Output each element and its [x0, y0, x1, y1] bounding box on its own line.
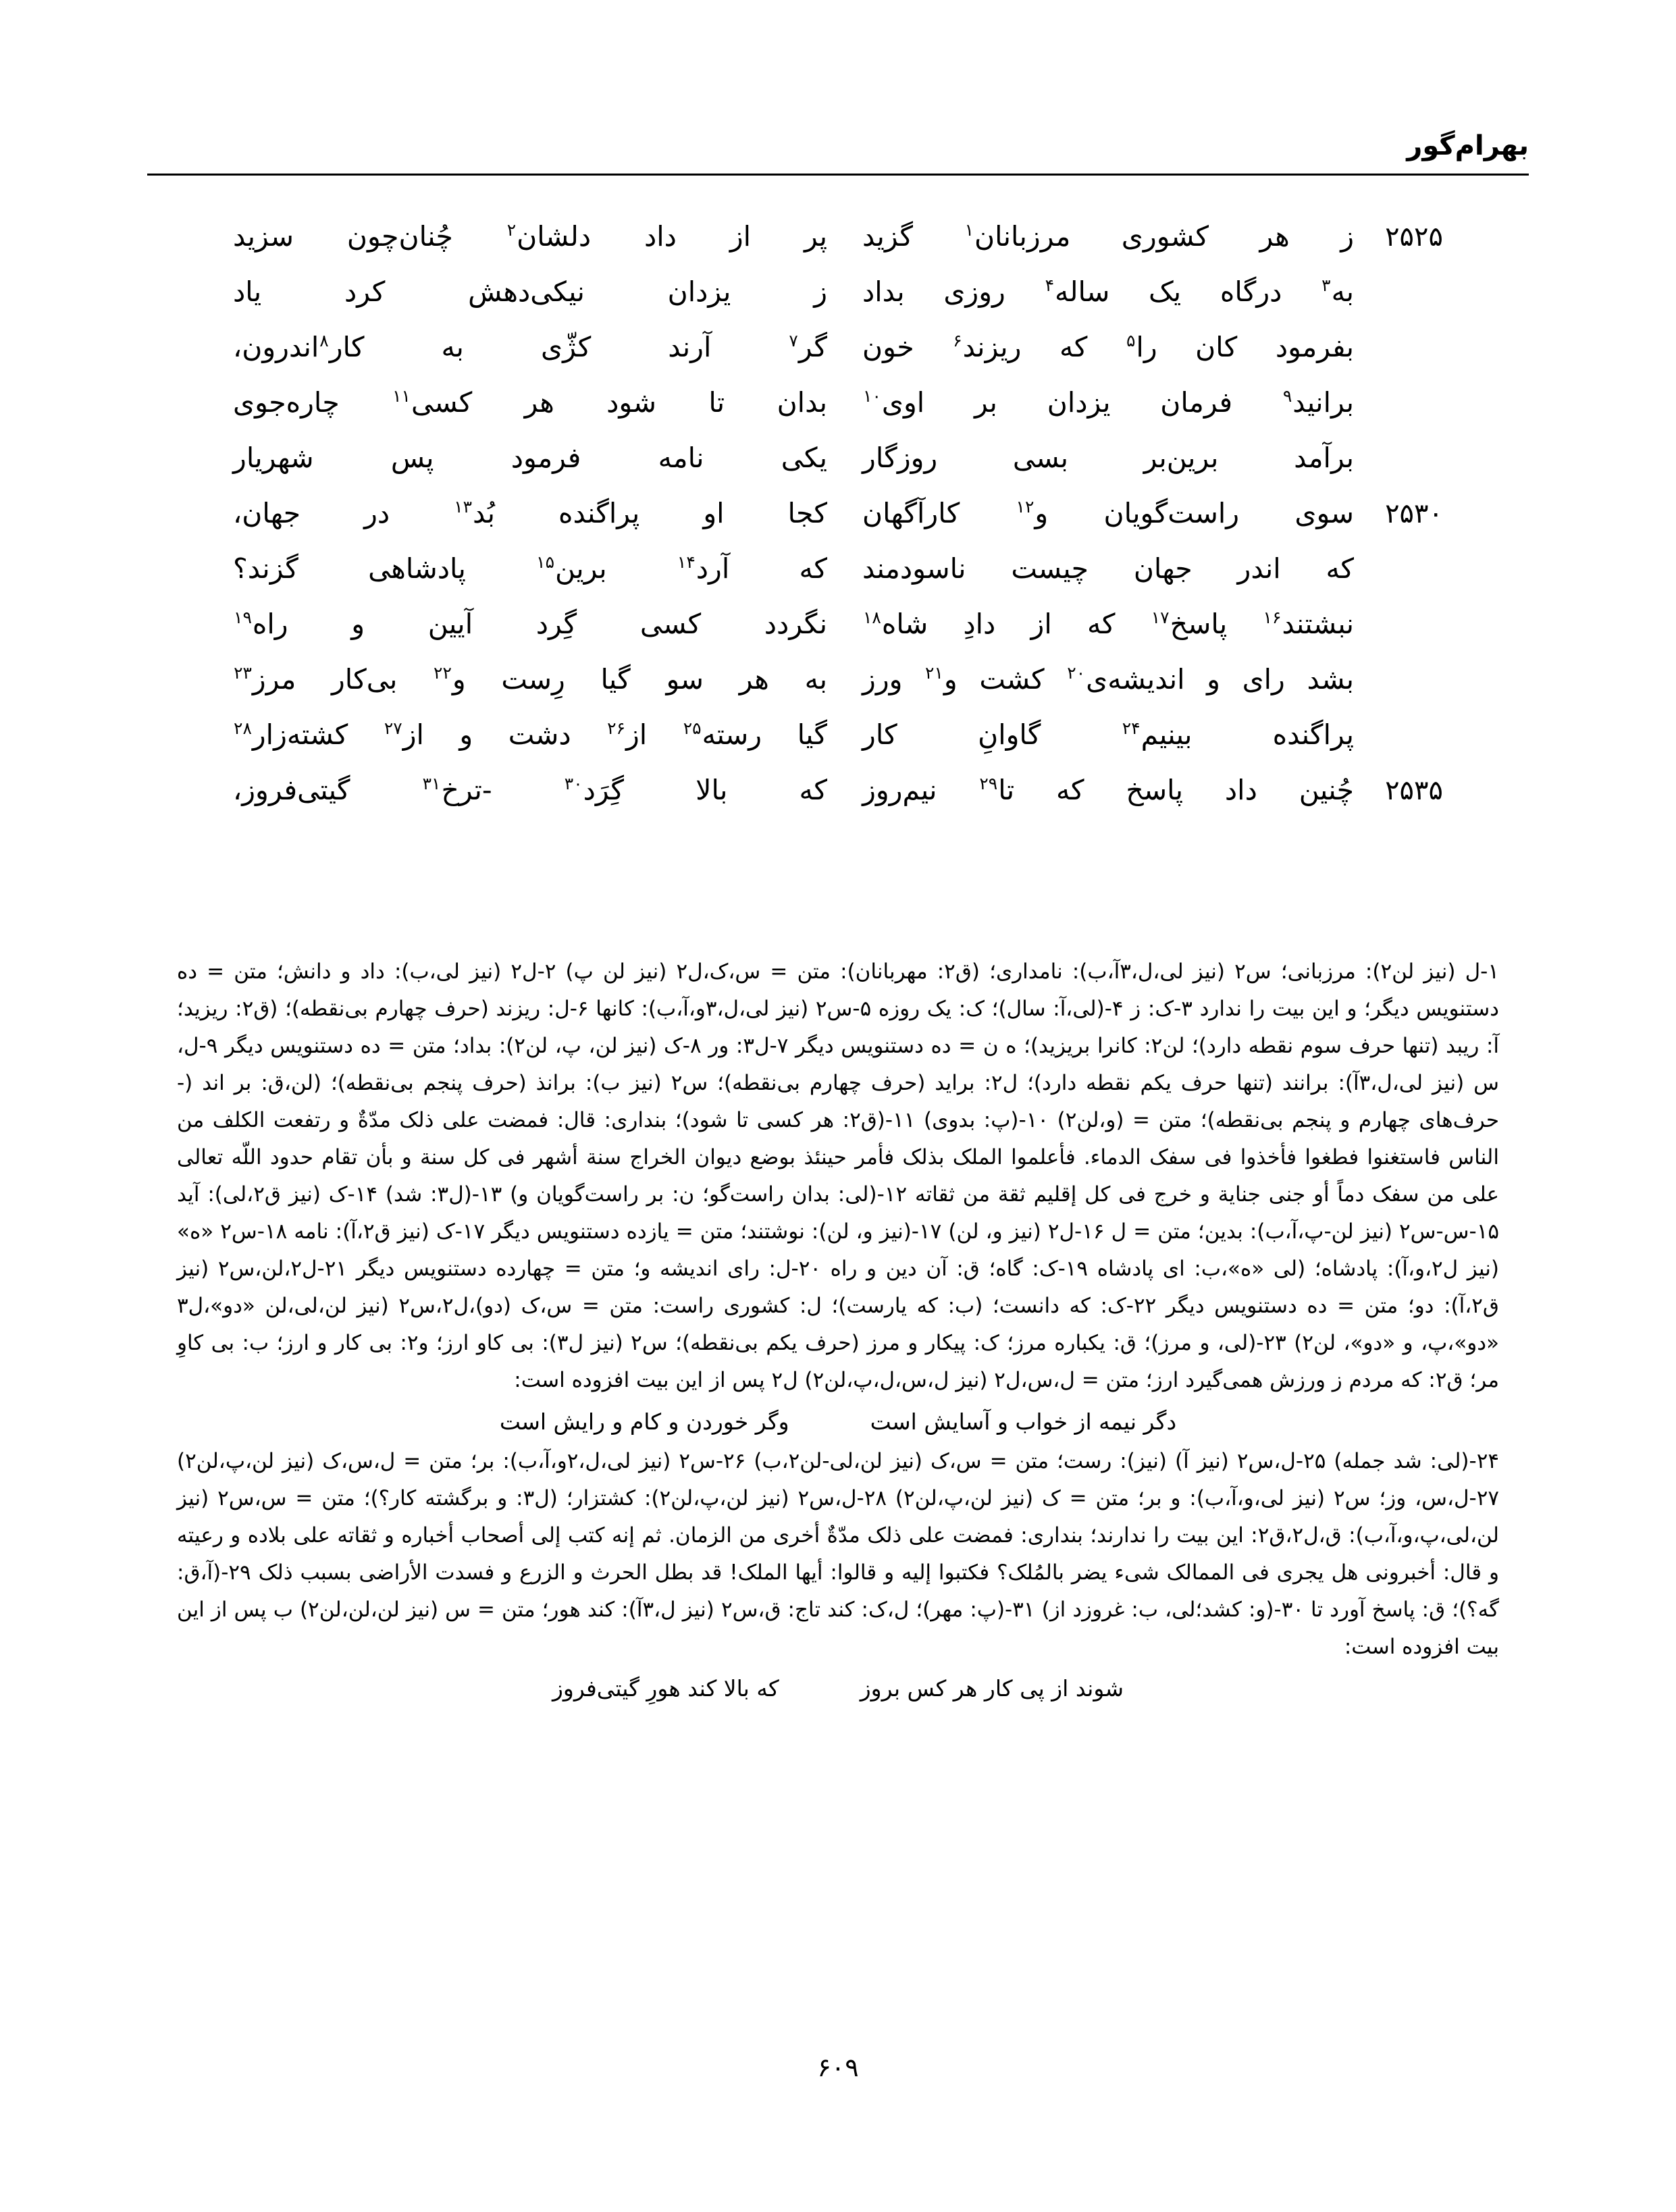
- verse-line: [233, 552, 1443, 610]
- verse-line: [233, 776, 1443, 832]
- verse-hemistich-right: [862, 776, 1443, 804]
- verse-line-number: ۲۵۳۰: [1385, 498, 1443, 529]
- verse-hemistich-right: [862, 663, 1443, 695]
- verse-hemistich-right: [862, 718, 1443, 751]
- verse-hemistich-left: گر$^۷$ آرند کژّی به کار$^۸$اندرون،: [233, 331, 827, 363]
- apparatus-paragraph-1: ۱-ل (نیز لن۲): مرزبانی؛ س۲ (نیز لی،ل،۳آ،ب): نامداری؛ (ق۲: مهربانان): متن = س،ک،ل۲ (نیز لن پ) ۲-ل۲ (نیز لی،ب): داد و دانش؛ متن = ده دستنویس دیگر؛ و این بیت را ندارد ۳-ک: ز ۴-(لی،آ: سال)؛ ک: یک روزه ۵-س۲ (نیز لی،ل،۳و،آ،ب): کانها ۶-ل: ریزند (حرف چهارم بی‌نقطه)؛ (ق۲: ریزید؛ آ: ریبد (تنها حرف سوم نقطه دارد)؛ لن۲: کانرا بریزید)؛ ه ن = ده دستنویس دیگر ۷-ل۳: ور ۸-ک (نیز لن، پ، لن۲): بداد؛ متن = ده دستنویس دیگر ۹-ل، س (نیز لی،ل،۳آ): برانند (تنها حرف یکم نقطه دارد)؛ ل۲: براید (حرف چهارم بی‌نقطه)؛ س۲ (نیز ب): برانذ (حرف پنجم بی‌نقطه)؛ (لن،ق: بر اند (-حرف‌های چهارم و پنجم بی‌نقطه)؛ متن = (و،لن۲) ۱۰-(پ: بدوی) ۱۱-(ق۲: هر کسی تا شود)؛ بنداری: قال: فمضت علی ذلک مدّةٌ و رتفعت الکلف من الناس فاستغنوا فطغوا فأخذوا فی سفک الدماء. فأعلموا الملک بذلک فأمر حینئذ بوضع دیوان الخراج سنة أشهر فی کل سنة و بأن تقام حدود اللّه تعالی علی من سفک دماً أو جنی جنایة و خرج فی کل إقلیم ثقة من ثقاته ۱۲-(لی: بدان راست‌گو؛ ن: بر راست‌گویان و) ۱۳-(ل۳: شد) ۱۴-ک (نیز ق۲،لی): آید ۱۵-س-س۲ (نیز لن-پ،آ،ب): بدین؛ متن = ل ۱۶-ل۲ (نیز و، لن) ۱۷-(نیز و، لن): نوشتند؛ متن = یازده دستنویس دیگر ۱۷-ک (نیز ق۲،آ): نامه ۱۸-س۲ «ه» (نیز ل۲،و،آ): پادشاه؛ (لی «ه»،ب: ای پادشاه ۱۹-ک: گاه؛ ق: آن دین و راه ۲۰-ل: رای اندیشه و؛ متن = چهارده دستنویس دیگر ۲۱-ل۲،لن،س۲ (نیز ق۲،آ): دو؛ متن = ده دستنویس دیگر ۲۲-ک: که دانست؛ (ب: که یارست)؛ ل: کشوری راست: متن = س،ک (دو)،ل۲،س۲ (نیز لن،لی،لن «دو»،ل۳ «دو»،پ، و «دو»، لن۲) ۲۳-(لی، و مرز)؛ ق: یکباره مرز؛ ک: پیکار و مرز (حرف یکم بی‌نقطه)؛ س۲ (نیز ل۳): بی کاو ارز؛ و۲: بی کار و ارز؛ ب: بی کاوِ مر؛ ق۲: که مردم ز ورزش همی‌گیرد ارز؛ متن = ل،س،ل۲ (نیز ل،س،ل،پ،لن۲) ل۲ پس از این بیت افزوده است:: [177, 959, 1500, 1392]
- verse-hemistich-right-text: چُنین داد پاسخ که تا$^{۲۹}$ نیم‌روز: [862, 774, 1354, 806]
- apparatus-inline-verse-1: [177, 1399, 1499, 1443]
- verse-hemistich-right-text: پراگنده بینیم$^{۲۴}$ گاوانِ کار: [862, 718, 1354, 751]
- verse-hemistich-left: بدان تا شود هر کسی$^{۱۱}$ چاره‌جوی: [233, 386, 827, 419]
- verse-line: [233, 663, 1443, 721]
- apparatus-verse-hemistich-right: شوند از پی کار هر کس بروز: [860, 1675, 1124, 1702]
- verse-line: [233, 386, 1443, 444]
- verse-hemistich-right-text: بشد رای و اندیشه‌ی$^{۲۰}$ کشت و$^{۲۱}$ ورز: [862, 663, 1354, 695]
- verse-hemistich-right: [862, 610, 1443, 638]
- apparatus-verse-hemistich-left: وگر خوردن و کام و رایش است: [499, 1408, 789, 1435]
- verse-line: [233, 497, 1443, 555]
- verse-line: [233, 331, 1443, 389]
- verse-hemistich-right: [862, 275, 1443, 308]
- verse-hemistich-right: [862, 552, 1443, 585]
- verse-line: [233, 275, 1443, 334]
- verse-hemistich-left: پر از داد دلشان$^۲$ چُنان‌چون سزید: [233, 220, 827, 253]
- verse-line: [233, 610, 1443, 666]
- verse-hemistich-right: [862, 444, 1443, 472]
- verse-hemistich-left: ز یزدان نیکی‌دهش کرد یاد: [233, 275, 827, 308]
- critical-apparatus: [177, 953, 1499, 1710]
- verse-line: [233, 220, 1443, 278]
- verse-hemistich-left: کجا او پراگنده بُد$^{۱۳}$ در جهان،: [233, 497, 827, 529]
- verse-hemistich-right-text: ز هر کشوری مرزبانان$^۱$ گزید: [862, 220, 1354, 253]
- apparatus-verse-hemistich-right: دگر نیمه از خواب و آسایش است: [870, 1408, 1177, 1435]
- verse-hemistich-right: [862, 331, 1443, 363]
- verse-hemistich-right: [862, 220, 1443, 253]
- verse-hemistich-right-text: سوی راست‌گویان و$^{۱۲}$ کارآگهان: [862, 497, 1354, 529]
- apparatus-paragraph-2: ۲۴-(لی: شد جمله) ۲۵-ل،س۲ (نیز آ) (نیز): رست؛ متن = س،ک (نیز لن،لی-لن۲،ب) ۲۶-س۲ (نیز لی،ل،۲و،آ،ب): بر؛ متن = ل،س،ک (نیز لن،پ،لن۲) ۲۷-ل،س، وز؛ س۲ (نیز لی،و،آ،ب): و بر؛ متن = ک (نیز لن،پ،لن۲) ۲۸-ل،س۲ (نیز لن،پ،لن۲): کشتزار؛ (ل۳: و برگشته کار؟)؛ متن = س،س۲ (نیز لن،لی،پ،و،آ،ب): ق،ل۲،ق۲: این بیت را ندارند؛ بنداری: فمضت علی ذلک مدّةٌ أخری من الزمان. ثم إنه کتب إلی أصحاب أخباره و ثقاته علی بلاده و رعیته و قال: أخبرونی هل یجری فی الممالک شیء یضر بالمُلک؟ فکتبوا إلیه و قالوا: أیها الملک! قد بطل الحرث و الزرع و فسدت الأراضی بسبب ذلک ۲۹-(آ،ق: گه؟)؛ ق: پاسخ آورد تا ۳۰-(و: کشد؛لی، ب: غروزد از) ۳۱-(پ: مهر)؛ ل،ک: کند تاج: ق،س۲ (نیز ل،۳آ): کند هور؛ متن = س (نیز لن،لن،لن۲) ب پس از این بیت افزوده است:: [177, 1449, 1500, 1659]
- verse-hemistich-left: به هر سو گیا رِست و$^{۲۲}$ بی‌کار مرز$^{۲۳}$: [234, 663, 827, 695]
- verse-hemistich-right-text: نبشتند$^{۱۶}$ پاسخ$^{۱۷}$ که از دادِ شاه$^{۱۸}$: [863, 608, 1354, 640]
- verse-hemistich-right-text: که اندر جهان چیست ناسودمند: [862, 552, 1354, 585]
- verse-hemistich-left: یکی نامه فرمود پس شهریار: [233, 442, 827, 474]
- verse-line-number: ۲۵۳۵: [1385, 775, 1443, 806]
- verse-hemistich-left: گیا رسته$^{۲۵}$ از$^{۲۶}$ دشت و از$^{۲۷}$ کشته‌زار$^{۲۸}$: [234, 718, 827, 751]
- folio-number: ۶۰۹: [817, 2053, 859, 2082]
- verse-hemistich-right: [862, 497, 1443, 529]
- verse-hemistich-right-text: برآمد برین‌بر بسی روزگار: [862, 442, 1354, 474]
- apparatus-inline-verse-2: [177, 1666, 1499, 1710]
- running-head: [147, 132, 1529, 182]
- verse-line-number: ۲۵۲۵: [1385, 221, 1443, 253]
- verse-hemistich-right-text: بفرمود کان را$^۵$ که ریزند$^۶$ خون: [862, 331, 1354, 363]
- running-head-title: بهرام‌گور: [1407, 130, 1529, 161]
- verse-hemistich-left: که بالا گِرَد$^{۳۰}$ -ترخ$^{۳۱}$ گیتی‌فروز،: [233, 774, 827, 806]
- verse-line: [233, 444, 1443, 500]
- verse-hemistich-left: نگردد کسی گِرد آیین و راه$^{۱۹}$: [234, 608, 827, 640]
- verse-block: [233, 220, 1443, 832]
- verse-hemistich-right-text: برانید$^۹$ فرمان یزدان بر اوی$^{۱۰}$: [863, 386, 1354, 419]
- verse-hemistich-right: [862, 386, 1443, 419]
- verse-hemistich-left: که آرد$^{۱۴}$ برین$^{۱۵}$ پادشاهی گزند؟: [233, 552, 827, 585]
- running-head-rule: [147, 174, 1529, 176]
- apparatus-verse-hemistich-left: که بالا کند هورِ گیتی‌فروز: [552, 1675, 779, 1702]
- verse-hemistich-right-text: به$^۳$ درگاه یک ساله$^۴$ روزی بداد: [862, 275, 1354, 308]
- verse-line: [233, 718, 1443, 776]
